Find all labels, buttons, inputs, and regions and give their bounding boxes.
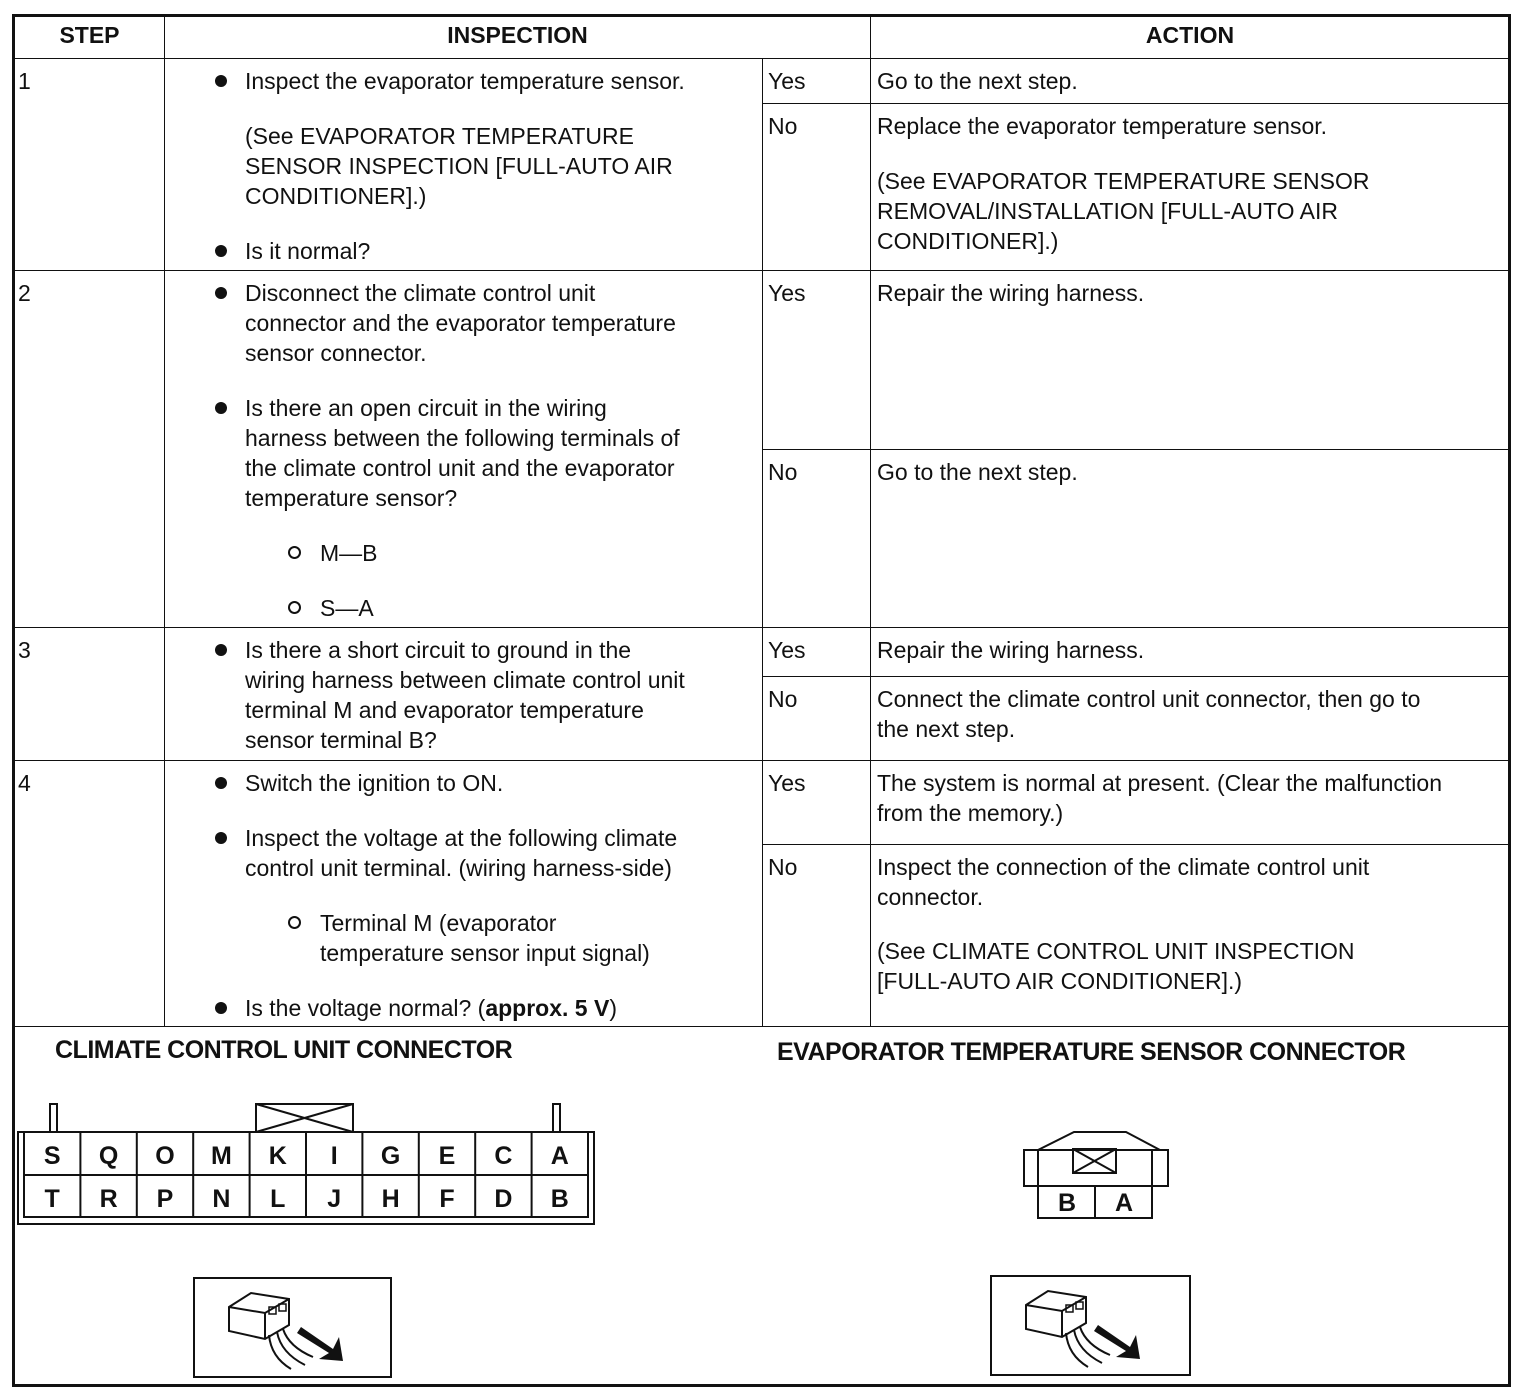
step-number: 2 xyxy=(18,280,31,306)
voltage-question: Is the voltage normal? ( xyxy=(245,995,486,1021)
step-number: 1 xyxy=(18,68,31,94)
bullet-icon xyxy=(215,777,227,789)
pin-label: P xyxy=(156,1185,174,1213)
pin-label: C xyxy=(494,1142,513,1170)
answer-divider-3 xyxy=(762,676,1510,677)
inspection-text: Is it normal? xyxy=(245,238,371,264)
inspection-text: Is there a short circuit to ground in the xyxy=(245,637,632,663)
header-step: STEP xyxy=(59,22,120,48)
pin-label: H xyxy=(381,1185,400,1213)
action-text: Repair the wiring harness. xyxy=(877,280,1145,306)
bullet-icon xyxy=(215,1002,227,1014)
answer-no: No xyxy=(768,459,798,485)
answer-yes: Yes xyxy=(768,770,806,796)
action-text: CONDITIONER].) xyxy=(877,228,1059,254)
inspection-text: connector and the evaporator temperature xyxy=(245,310,676,336)
answer-no: No xyxy=(768,686,798,712)
answer-no: No xyxy=(768,854,798,880)
climate-connector-diagram xyxy=(15,1100,600,1230)
inspection-text: Switch the ignition to ON. xyxy=(245,770,504,796)
inspection-text: terminal M and evaporator temperature xyxy=(245,697,644,723)
inspection-text: (See EVAPORATOR TEMPERATURE xyxy=(245,123,634,149)
answer-yes: Yes xyxy=(768,68,806,94)
inspection-text: wiring harness between climate control unit xyxy=(245,667,685,693)
action-text: Go to the next step. xyxy=(877,68,1078,94)
bullet-icon xyxy=(215,402,227,414)
inspection-text: Terminal M (evaporator xyxy=(320,910,557,936)
action-text: connector. xyxy=(877,884,984,910)
pin-label: N xyxy=(212,1185,231,1213)
inspection-text: harness between the following terminals of xyxy=(245,425,680,451)
action-text: Connect the climate control unit connector, then go to xyxy=(877,686,1421,712)
evaporator-connector-diagram xyxy=(1020,1128,1172,1223)
action-text: Replace the evaporator temperature sensor. xyxy=(877,113,1328,139)
action-text: (See CLIMATE CONTROL UNIT INSPECTION xyxy=(877,938,1355,964)
pin-label: E xyxy=(438,1142,456,1170)
action-text: [FULL-AUTO AIR CONDITIONER].) xyxy=(877,968,1243,994)
pin-label: S xyxy=(43,1142,61,1170)
answer-no: No xyxy=(768,113,798,139)
action-text: from the memory.) xyxy=(877,800,1064,826)
inspection-text: Inspect the evaporator temperature sensor. xyxy=(245,68,685,94)
action-text: Repair the wiring harness. xyxy=(877,637,1145,663)
pin-label: T xyxy=(44,1185,60,1213)
header-action: ACTION xyxy=(1145,22,1235,48)
pin-label: A xyxy=(1114,1189,1134,1217)
inspection-text xyxy=(245,993,617,1023)
answer-col-divider xyxy=(762,58,763,1027)
harness-side-icon xyxy=(990,1275,1192,1377)
inspection-text: SENSOR INSPECTION [FULL-AUTO AIR xyxy=(245,153,673,179)
harness-side-icon xyxy=(193,1277,393,1379)
answer-yes: Yes xyxy=(768,280,806,306)
answer-divider-1 xyxy=(762,103,1510,104)
answer-divider-2 xyxy=(762,449,1510,450)
pin-label: O xyxy=(155,1142,175,1170)
action-text: Go to the next step. xyxy=(877,459,1078,485)
terminal-pair: S—A xyxy=(320,595,374,621)
action-col-divider xyxy=(870,15,871,1027)
pin-label: B xyxy=(550,1185,569,1213)
step-number: 3 xyxy=(18,637,31,663)
answer-yes: Yes xyxy=(768,637,806,663)
pin-label: Q xyxy=(98,1142,119,1170)
voltage-spec: approx. 5 V xyxy=(485,995,610,1021)
sub-bullet-icon xyxy=(288,916,301,929)
pin-label: B xyxy=(1057,1189,1077,1217)
terminal-pair: M—B xyxy=(320,540,378,566)
action-text: REMOVAL/INSTALLATION [FULL-AUTO AIR xyxy=(877,198,1338,224)
pin-label: M xyxy=(210,1142,232,1170)
step-col-divider xyxy=(164,15,165,1027)
action-text: Inspect the connection of the climate control unit xyxy=(877,854,1370,880)
pin-label: L xyxy=(270,1185,286,1213)
pin-label: F xyxy=(439,1185,455,1213)
action-text: The system is normal at present. (Clear the malfunction xyxy=(877,770,1443,796)
bullet-icon xyxy=(215,75,227,87)
inspection-text: temperature sensor? xyxy=(245,485,458,511)
action-text: (See EVAPORATOR TEMPERATURE SENSOR xyxy=(877,168,1370,194)
climate-connector-title: CLIMATE CONTROL UNIT CONNECTOR xyxy=(55,1036,513,1064)
inspection-text: sensor connector. xyxy=(245,340,427,366)
pin-label: G xyxy=(380,1142,401,1170)
inspection-text: temperature sensor input signal) xyxy=(320,940,650,966)
inspection-text: CONDITIONER].) xyxy=(245,183,427,209)
step-number: 4 xyxy=(18,770,31,796)
inspection-text: Disconnect the climate control unit xyxy=(245,280,596,306)
sub-bullet-icon xyxy=(288,546,301,559)
action-text: the next step. xyxy=(877,716,1016,742)
pin-label: K xyxy=(268,1142,287,1170)
pin-label: A xyxy=(550,1142,569,1170)
bullet-icon xyxy=(215,832,227,844)
voltage-question-end: ) xyxy=(609,995,617,1021)
pin-label: R xyxy=(99,1185,118,1213)
bullet-icon xyxy=(215,287,227,299)
pin-label: I xyxy=(330,1142,338,1170)
header-inspection: INSPECTION xyxy=(447,22,588,48)
pin-label: J xyxy=(327,1185,342,1213)
inspection-text: sensor terminal B? xyxy=(245,727,437,753)
bullet-icon xyxy=(215,644,227,656)
evaporator-connector-title: EVAPORATOR TEMPERATURE SENSOR CONNECTOR xyxy=(777,1038,1406,1066)
inspection-text: control unit terminal. (wiring harness-side) xyxy=(245,855,672,881)
answer-divider-4 xyxy=(762,844,1510,845)
bullet-icon xyxy=(215,245,227,257)
pin-label: D xyxy=(494,1185,513,1213)
inspection-text: Is there an open circuit in the wiring xyxy=(245,395,607,421)
inspection-text: Inspect the voltage at the following climate xyxy=(245,825,678,851)
inspection-text: the climate control unit and the evaporator xyxy=(245,455,675,481)
sub-bullet-icon xyxy=(288,601,301,614)
